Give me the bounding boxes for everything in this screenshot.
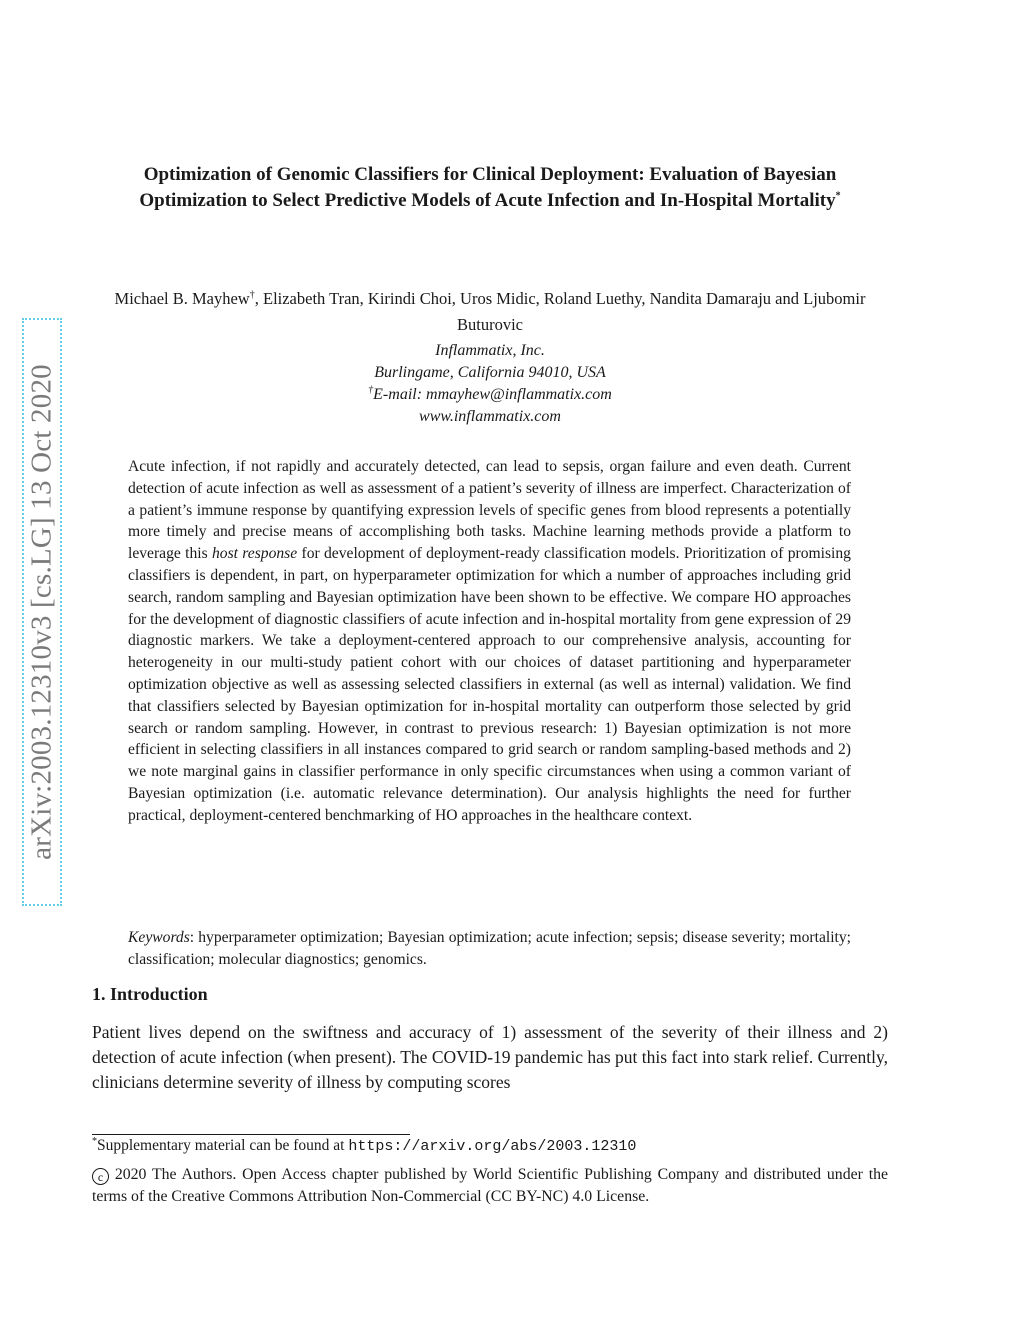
other-authors: , Elizabeth Tran, Kirindi Choi, Uros Midic, Roland Luethy, Nandita Damaraju and Ljubomir Buturovic — [254, 289, 866, 334]
copyright-notice — [92, 1164, 888, 1207]
affiliation-location: Burlingame, California 94010, USA — [374, 364, 606, 381]
abstract-emphasis: host response — [211, 545, 298, 563]
footnote-text: Supplementary material can be found at — [97, 1137, 349, 1154]
section-heading: 1. Introduction — [92, 984, 208, 1004]
affiliation-website[interactable]: www.inflammatix.com — [419, 408, 561, 425]
email-mark: † — [368, 384, 374, 396]
abstract-text-part1: Acute infection, if not rapidly and accurately detected, can lead to sepsis, organ failure and even death. Current detection of acute infection as well as assessment of a patient’s severity of illness are imperfect. Characterization of a patient’s immune response by quantifying expression levels of specific genes from blood represents a potentially more timely and precise means of accomplishing both tasks. Machine learning methods provide a platform to leverage this — [128, 458, 851, 563]
keywords-label: Keywords — [128, 929, 190, 946]
arxiv-identifier: arXiv:2003.12310v3 [cs.LG] 13 Oct 2020 — [25, 364, 58, 860]
author-list — [80, 286, 900, 338]
affiliation-email-line — [200, 384, 780, 406]
affiliation-email[interactable]: E-mail: mmayhew@inflammatix.com — [373, 386, 612, 403]
affiliation-block — [200, 340, 780, 428]
keywords — [128, 927, 851, 971]
abstract-text-part2: for development of deployment-ready classification models. Prioritization of promising classifiers is dependent, in part, on hyperparameter optimization for which a number of approaches including grid search, random sampling and Bayesian optimization have been shown to be effective. We compare HO approaches for the development of diagnostic classifiers of acute infection and in-hospital mortality from gene expression of 29 diagnostic markers. We take a deployment-centered approach to our comprehensive analysis, accounting for heterogeneity in our multi-study patient cohort with our choices of dataset partitioning and hyperparameter optimization objective as well as assessing selected classifiers in external (as well as internal) validation. We find that classifiers selected by Bayesian optimization for in-hospital mortality can outperform those selected by grid search or random sampling. However, in contrast to previous research: 1) Bayesian optimization is not more efficient in selecting classifiers in all instances compared to grid search or random sampling-based methods and 2) we note marginal gains in classifier performance in only specific circumstances when using a common variant of Bayesian optimization (i.e. automatic relevance determination). Our analysis highlights the need for further practical, deployment-centered benchmarking of HO approaches in the healthcare context. — [128, 545, 851, 824]
abstract — [128, 456, 851, 827]
title-text: Optimization of Genomic Classifiers for Clinical Deployment: Evaluation of Bayesian Optimization to Select Predictive Models of Acute Infection and In-Hospital Mortality — [139, 164, 837, 211]
arxiv-stamp — [22, 318, 62, 906]
footnote-mark: * — [92, 1135, 97, 1147]
title-footnote-mark: * — [835, 190, 841, 202]
paper-title — [100, 162, 880, 214]
copyright-text: 2020 The Authors. Open Access chapter published by World Scientific Publishing Company and distributed under the terms of the Creative Commons Attribution Non-Commercial (CC BY-NC) 4.0 License. — [92, 1166, 888, 1205]
footnote-url[interactable]: https://arxiv.org/abs/2003.12310 — [348, 1138, 637, 1155]
footnote — [92, 1136, 888, 1157]
corresponding-author-mark: † — [249, 289, 255, 301]
keywords-text: : hyperparameter optimization; Bayesian optimization; acute infection; sepsis; disease severity; mortality; classification; molecular diagnostics; genomics. — [128, 929, 851, 968]
footnote-divider — [92, 1134, 410, 1135]
copyright-icon: c — [92, 1168, 109, 1185]
first-author: Michael B. Mayhew — [114, 289, 250, 308]
introduction-paragraph: Patient lives depend on the swiftness and accuracy of 1) assessment of the severity of their illness and 2) detection of acute infection (when present). The COVID-19 pandemic has put this fact into stark relief. Currently, clinicians determine severity of illness by computing scores — [92, 1022, 888, 1092]
affiliation-org: Inflammatix, Inc. — [435, 342, 545, 359]
